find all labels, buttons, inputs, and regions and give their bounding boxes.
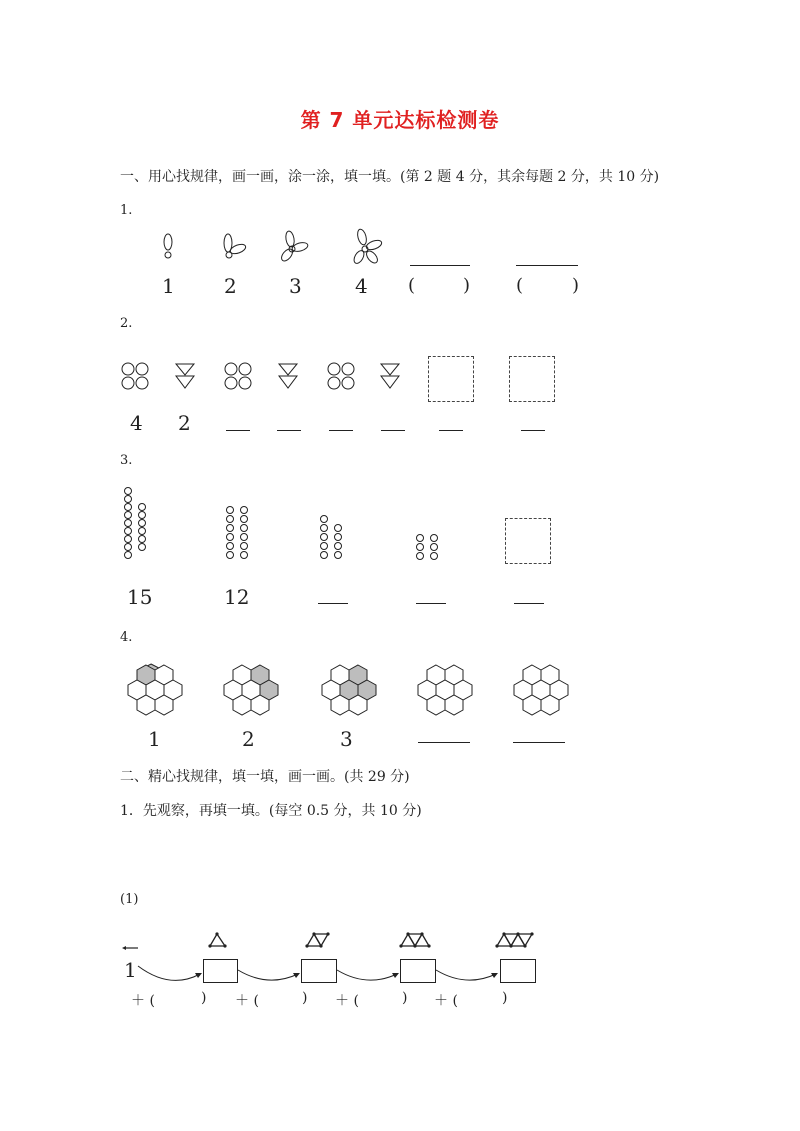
petal-flower-icon-2 [218,230,248,264]
section2-heading: 二、精心找规律，填一填，画一画。(共 29 分) [120,769,410,785]
q1-number: 1. [120,203,133,218]
hexagon-flower-icon-2 [220,664,282,720]
curved-arrow-icon-3 [335,962,403,988]
sequence-box-3[interactable] [400,959,436,983]
hexagon-flower-icon-1 [124,664,186,720]
bead-column-icon-15 [122,487,152,567]
page-title: 第 7 单元达标检测卷 [300,108,500,132]
q1-label-1: 1 [162,274,175,298]
q3-number: 3. [120,453,133,468]
q1-answer-line-5[interactable] [410,265,470,266]
triangle-stack-icon-1 [175,363,197,391]
sequence-start: 1 [124,958,137,982]
curved-arrow-icon-2 [236,962,304,988]
hexagon-flower-icon-3 [318,664,380,720]
plus-paren-close-2[interactable]: ) [302,990,308,1006]
plus-paren-open-1: ＋ ( [131,993,155,1009]
stick-triangle-icon-1 [208,932,228,948]
triangle-stack-icon-3 [380,363,402,391]
q1-answer-line-6[interactable] [516,265,578,266]
q2-blank-2[interactable] [277,430,301,431]
arrow-icon-left [122,944,140,952]
petal-flower-icon-4 [350,227,384,267]
bead-column-icon-12 [224,505,254,565]
plus-paren-close-3[interactable]: ) [402,990,408,1006]
hexagon-flower-icon-4[interactable] [414,664,476,720]
curved-arrow-icon-1 [136,960,206,988]
q1-paren-close-6: ) [572,275,580,296]
q4-label-3: 3 [340,727,353,751]
q2-label-2: 2 [178,411,191,435]
hexagon-flower-icon-5[interactable] [510,664,572,720]
q2-blank-5[interactable] [439,430,463,431]
q2-blank-6[interactable] [521,430,545,431]
q2-blank-1[interactable] [226,430,250,431]
dashed-box-q2-1[interactable] [428,356,474,402]
circle-group-icon-1 [121,362,151,392]
q1-label-3: 3 [289,274,302,298]
q4-label-1: 1 [148,727,161,751]
curved-arrow-icon-4 [434,962,502,988]
q4-blank-2[interactable] [513,742,565,743]
q3-label-2: 12 [224,585,250,609]
bead-column-icon-4 [414,533,444,565]
q2-blank-4[interactable] [381,430,405,431]
stick-triangle-icon-2 [306,932,336,948]
q2-number: 2. [120,316,133,331]
q1-paren-close-5: ) [463,275,471,296]
sequence-box-2[interactable] [301,959,337,983]
plus-paren-close-1[interactable]: ) [201,990,207,1006]
triangle-stack-icon-2 [278,363,300,391]
q3-blank-2[interactable] [416,603,446,604]
sequence-box-1[interactable] [203,959,238,983]
plus-paren-open-3: ＋ ( [335,993,359,1009]
q1-paren-open-6: ( [516,275,524,296]
dashed-box-q3[interactable] [505,518,551,564]
stick-triangle-icon-4 [496,932,542,948]
circle-group-icon-3 [327,362,357,392]
q3-label-1: 15 [127,585,153,609]
plus-paren-open-2: ＋ ( [235,993,259,1009]
q2-label-1: 4 [130,411,143,435]
section1-heading: 一、用心找规律，画一画，涂一涂，填一填。(第 2 题 4 分，其余每题 2 分，共 10 分) [120,169,660,185]
q3-blank-3[interactable] [514,603,544,604]
sequence-box-4[interactable] [500,959,536,983]
section2-q1-instruction: 1．先观察，再填一填。(每空 0.5 分，共 10 分) [120,803,422,819]
petal-flower-icon-1 [158,230,178,264]
q3-blank-1[interactable] [318,603,348,604]
bead-column-icon-3 [318,514,348,566]
q1-label-4: 4 [355,274,368,298]
plus-paren-open-4: ＋ ( [434,993,458,1009]
petal-flower-icon-3 [278,228,310,262]
q4-blank-1[interactable] [418,742,470,743]
q1-paren-open-5: ( [408,275,416,296]
stick-triangle-icon-3 [400,932,438,948]
sub-question-number: (1) [120,892,139,907]
plus-paren-close-4[interactable]: ) [502,990,508,1006]
q4-number: 4. [120,630,133,645]
q1-label-2: 2 [224,274,237,298]
dashed-box-q2-2[interactable] [509,356,555,402]
q4-label-2: 2 [242,727,255,751]
circle-group-icon-2 [224,362,254,392]
q2-blank-3[interactable] [329,430,353,431]
